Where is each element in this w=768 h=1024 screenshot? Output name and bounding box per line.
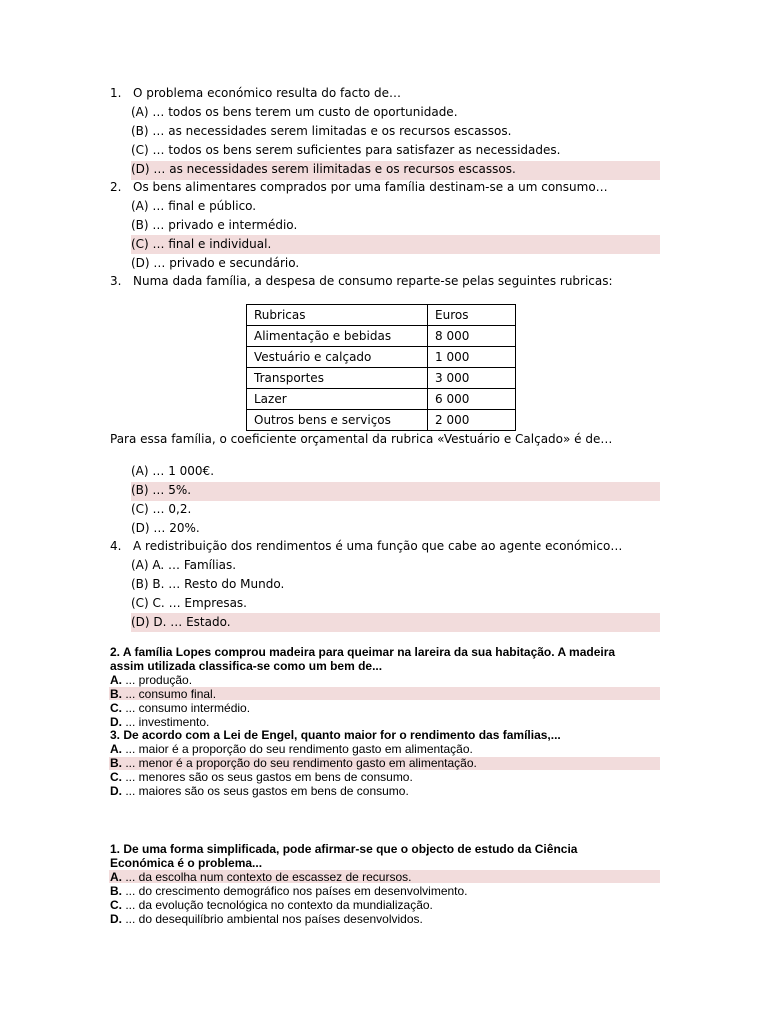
- q2-number: 2.: [110, 180, 122, 194]
- table-cell: 6 000: [428, 389, 516, 410]
- p2-q2-title-line2: assim utilizada classifica-se como um bem de...: [110, 659, 383, 673]
- p2-q3-title: 3. De acordo com a Lei de Engel, quanto maior for o rendimento das famílias,...: [110, 728, 561, 742]
- p2-q3-option-a: A. ... maior é a proporção do seu rendimento gasto em alimentação.: [110, 742, 473, 756]
- p2-q2-option-c: C. ... consumo intermédio.: [110, 701, 251, 715]
- table-header-cell: Rubricas: [247, 305, 428, 326]
- table-cell: 2 000: [428, 410, 516, 431]
- q4-option-a: (A) A. … Famílias.: [131, 558, 237, 572]
- table-row: [247, 410, 516, 431]
- q2-option-d: (D) … privado e secundário.: [131, 256, 300, 270]
- p3-q1-option-c: C. ... da evolução tecnológica no contexto da mundialização.: [110, 898, 433, 912]
- q2-text: Os bens alimentares comprados por uma família destinam-se a um consumo…: [133, 180, 608, 194]
- p3-q1-option-d: D. ... do desequilíbrio ambiental nos países desenvolvidos.: [110, 912, 423, 926]
- table-header-row: [247, 305, 516, 326]
- p3-q1-title-line2: Económica é o problema...: [110, 856, 263, 870]
- q4-option-b: (B) B. … Resto do Mundo.: [131, 577, 285, 591]
- q1-number: 1.: [110, 86, 122, 100]
- q3-option-a: (A) … 1 000€.: [131, 464, 215, 478]
- p3-q1-option-b: B. ... do crescimento demográfico nos países em desenvolvimento.: [110, 884, 468, 898]
- q1-option-d: (D) … as necessidades serem ilimitadas e os recursos escassos.: [131, 162, 516, 176]
- q1-option-c: (C) … todos os bens serem suficientes para satisfazer as necessidades.: [131, 143, 561, 157]
- p2-q3-option-b: B. ... menor é a proporção do seu rendimento gasto em alimentação.: [110, 756, 477, 770]
- p2-q2-option-d: D. ... investimento.: [110, 715, 210, 729]
- q3-option-d: (D) … 20%.: [131, 521, 200, 535]
- q4-option-c: (C) C. … Empresas.: [131, 596, 247, 610]
- table-cell: Lazer: [247, 389, 428, 410]
- table-cell: Outros bens e serviços: [247, 410, 428, 431]
- table-cell: 3 000: [428, 368, 516, 389]
- table-row: [247, 389, 516, 410]
- table-cell: Vestuário e calçado: [247, 347, 428, 368]
- q4-number: 4.: [110, 539, 122, 553]
- p3-q1-title-line1: 1. De uma forma simplificada, pode afirmar-se que o objecto de estudo da Ciência: [110, 842, 578, 856]
- q2-option-b: (B) … privado e intermédio.: [131, 218, 298, 232]
- p2-q3-option-d: D. ... maiores são os seus gastos em bens de consumo.: [110, 784, 409, 798]
- p2-q3-option-c: C. ... menores são os seus gastos em bens de consumo.: [110, 770, 413, 784]
- table-row: [247, 347, 516, 368]
- p2-q2-option-a: A. ... produção.: [110, 673, 193, 687]
- table-cell: Alimentação e bebidas: [247, 326, 428, 347]
- q3-text: Numa dada família, a despesa de consumo reparte-se pelas seguintes rubricas:: [133, 274, 613, 288]
- table-cell: 1 000: [428, 347, 516, 368]
- q2-option-a: (A) … final e público.: [131, 199, 257, 213]
- p2-q2-option-b: B. ... consumo final.: [110, 687, 217, 701]
- table-cell: 8 000: [428, 326, 516, 347]
- q4-option-d: (D) D. … Estado.: [131, 615, 231, 629]
- p2-q2-title-line1: 2. A família Lopes comprou madeira para queimar na lareira da sua habitação. A madeira: [110, 645, 616, 659]
- table-row: [247, 368, 516, 389]
- q3-question: Para essa família, o coeficiente orçamental da rubrica «Vestuário e Calçado» é de…: [110, 432, 613, 446]
- table-cell: Transportes: [247, 368, 428, 389]
- p3-q1-option-a: A. ... da escolha num contexto de escassez de recursos.: [110, 870, 412, 884]
- q3-number: 3.: [110, 274, 122, 288]
- q1-option-b: (B) … as necessidades serem limitadas e os recursos escassos.: [131, 124, 512, 138]
- expense-table: [246, 304, 516, 431]
- q3-option-c: (C) … 0,2.: [131, 502, 192, 516]
- q4-text: A redistribuição dos rendimentos é uma função que cabe ao agente económico…: [133, 539, 623, 553]
- table-header-cell: Euros: [428, 305, 516, 326]
- answer-highlight: [131, 482, 660, 501]
- q3-option-b: (B) … 5%.: [131, 483, 192, 497]
- q1-text: O problema económico resulta do facto de…: [133, 86, 402, 100]
- q1-option-a: (A) … todos os bens terem um custo de oportunidade.: [131, 105, 458, 119]
- table-row: [247, 326, 516, 347]
- q2-option-c: (C) … final e individual.: [131, 237, 272, 251]
